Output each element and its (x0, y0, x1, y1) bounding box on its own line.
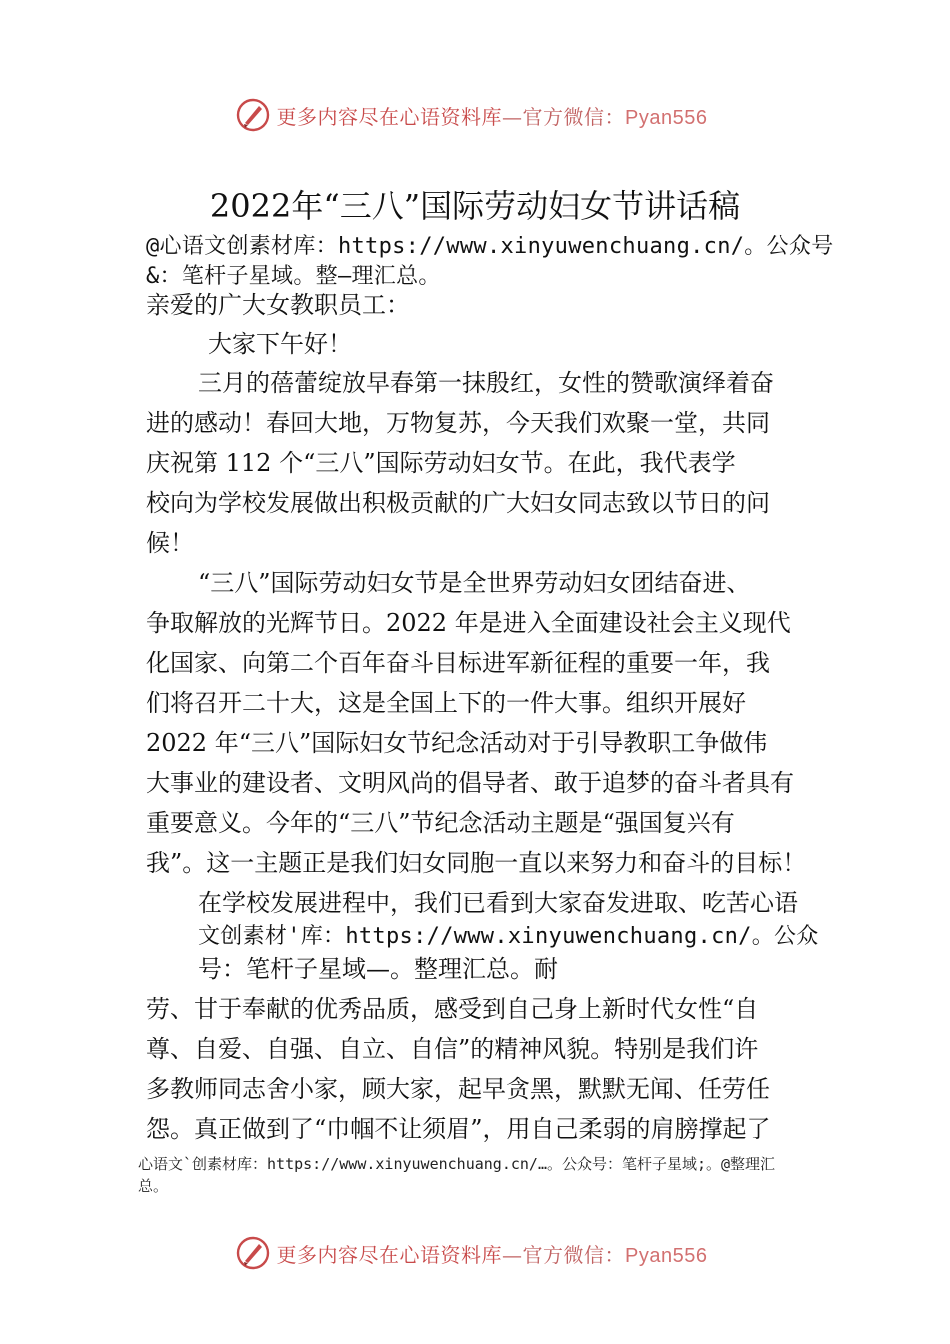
paragraph-line: 化国家、向第二个百年奋斗目标进军新征程的重要一年，我 (146, 649, 770, 677)
brush-logo-icon (235, 1235, 271, 1271)
paragraph-line: “三八”国际劳动妇女节是全世界劳动妇女团结奋进、 (198, 569, 751, 597)
paragraph-line: 在学校发展进程中，我们已看到大家奋发进取、吃苦心语 (198, 889, 798, 917)
paragraph-line: 怨。真正做到了“巾帼不让须眉”，用自己柔弱的肩膀撑起了 (146, 1115, 771, 1143)
paragraph-line: 庆祝第 112 个“三八”国际劳动妇女节。在此，我代表学 (146, 449, 736, 477)
paragraph-line: 争取解放的光辉节日。2022 年是进入全面建设社会主义现代 (146, 609, 791, 637)
bottom-banner (0, 1233, 950, 1273)
paragraph-line: 大事业的建设者、文明风尚的倡导者、敢于追梦的奋斗者具有 (146, 769, 794, 797)
greeting: 大家下午好！ (208, 330, 352, 358)
paragraph-line: 们将召开二十大，这是全国上下的一件大事。组织开展好 (146, 689, 746, 717)
paragraph-line: 我”。这一主题正是我们妇女同胞一直以来努力和奋斗的目标！ (146, 849, 807, 877)
paragraph-line: 重要意义。今年的“三八”节纪念活动主题是“强国复兴有 (146, 809, 735, 837)
paragraph-line: 劳、甘于奉献的优秀品质，感受到自己身上新时代女性“自 (146, 995, 759, 1023)
source-note-line-2: &：笔杆子星域。整—理汇总。 (146, 264, 441, 289)
paragraph-line: 校向为学校发展做出积极贡献的广大妇女同志致以节日的问 (146, 489, 770, 517)
paragraph-line: 三月的蓓蕾绽放早春第一抹殷红，女性的赞歌演绎着奋 (198, 369, 774, 397)
paragraph-line: 尊、自爱、自强、自立、自信”的精神风貌。特别是我们许 (146, 1035, 759, 1063)
salutation: 亲爱的广大女教职员工： (146, 291, 410, 319)
paragraph-line: 候！ (146, 529, 194, 557)
brush-logo-icon (235, 97, 271, 133)
page-title: 2022年“三八”国际劳动妇女节讲话稿 (209, 187, 741, 225)
footer-source-note: 心语文`创素材库：https://www.xinyuwenchuang.cn/…。公众号：笔杆子星域;。@整理汇 (138, 1155, 776, 1173)
inline-source-note: 号：笔杆子星域—。整理汇总。耐 (198, 955, 558, 983)
paragraph-line: 进的感动！春回大地，万物复苏，今天我们欢聚一堂，共同 (146, 409, 770, 437)
paragraph-line: 2022 年“三八”国际妇女节纪念活动对于引导教职工争做伟 (146, 729, 768, 757)
banner-text: 更多内容尽在心语资料库—官方微信：Pyan556 (276, 1242, 708, 1267)
footer-source-note: 总。 (138, 1177, 169, 1195)
top-banner (0, 95, 950, 135)
source-note-line-1: @心语文创素材库：https://www.xinyuwenchuang.cn/。公众号 (146, 234, 834, 259)
banner-text: 更多内容尽在心语资料库—官方微信：Pyan556 (276, 104, 708, 129)
inline-source-note: 文创素材'库：https://www.xinyuwenchuang.cn/。公众 (198, 924, 819, 949)
paragraph-line: 多教师同志舍小家，顾大家，起早贪黑，默默无闻、任劳任 (146, 1075, 770, 1103)
